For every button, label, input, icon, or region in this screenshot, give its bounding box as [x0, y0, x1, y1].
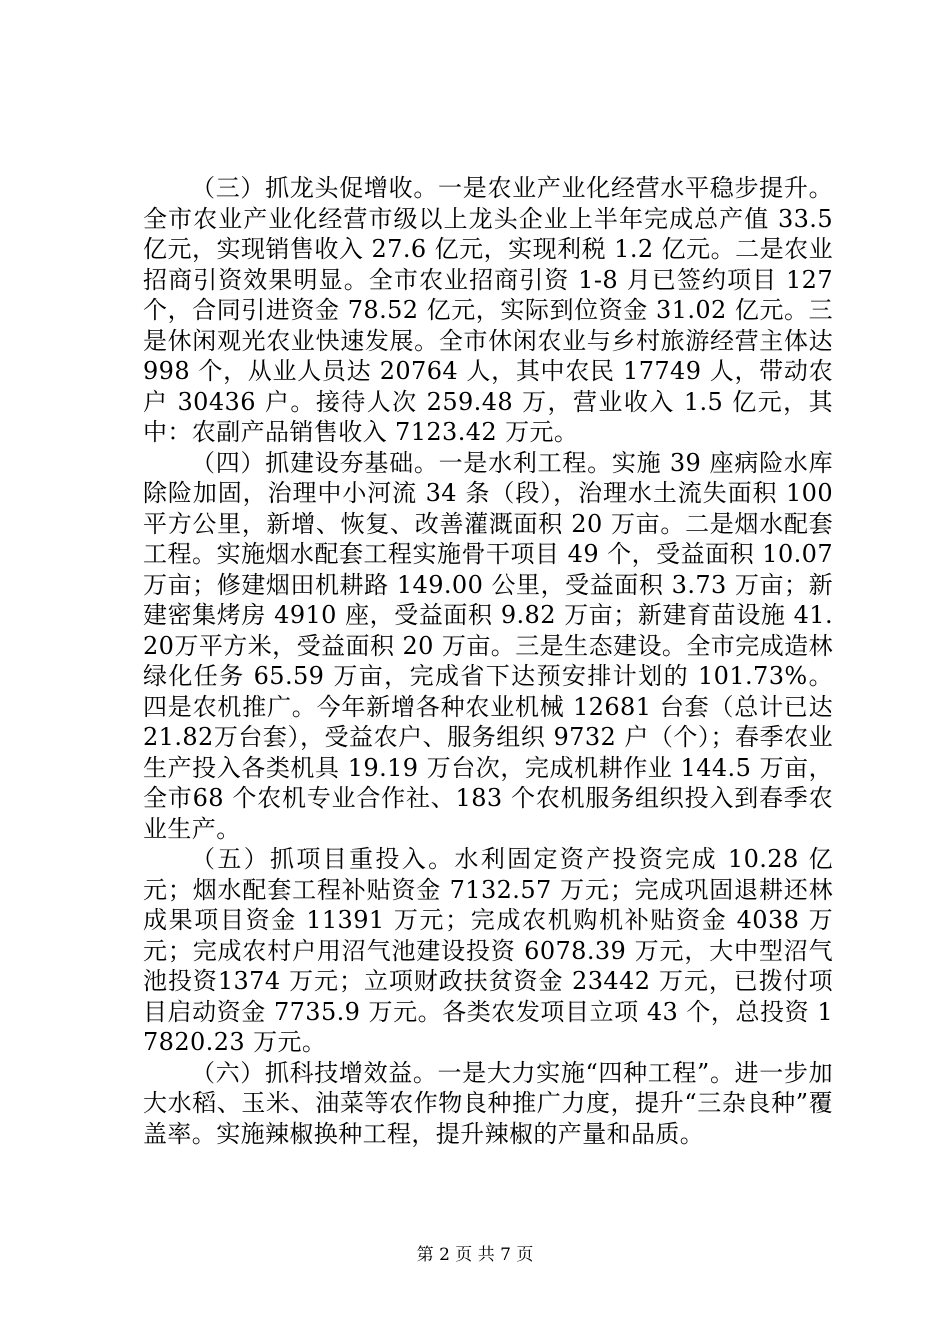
body-text [143, 173, 833, 1149]
paragraph-4-infrastructure: （四）抓建设夯基础。一是水利工程。实施 39 座病险水库除险加固，治理中小河流 34 条（段），治理水土流失面积 100平方公里，新增、恢复、改善灌溉面积 20 万亩。二是烟水配套工程。实施烟水配套工程实施骨干项目 49 个，受益面积 10.07万亩；修建烟田机耕路 149.00 公里，受益面积 3.73 万亩；新建密集烤房 4910 座，受益面积 9.82 万亩；新建育苗设施 41.20万平方米，受益面积 20 万亩。三是生态建设。全市完成造林绿化任务 65.59 万亩，完成省下达预安排计划的 101.73%。四是农机推广。今年新增各种农业机械 12681 台套（总计已达 21.82万台套），受益农户、服务组织 9732 户（个）；春季农业生产投入各类机具 19.19 万台次，完成机耕作业 144.5 万亩，全市68 个农机专业合作社、183 个农机服务组织投入到春季农业生产。 [143, 448, 833, 843]
page-footer: 第 2 页 共 7 页 [416, 1245, 534, 1265]
paragraph-3-leading-enterprises: （三）抓龙头促增收。一是农业产业化经营水平稳步提升。全市农业产业化经营市级以上龙头企业上半年完成总产值 33.5亿元，实现销售收入 27.6 亿元，实现利税 1.2 亿元。二是农业招商引资效果明显。全市农业招商引资 1-8 月已签约项目 127个，合同引进资金 78.52 亿元，实际到位资金 31.02 亿元。三是休闲观光农业快速发展。全市休闲农业与乡村旅游经营主体达 998 个，从业人员达 20764 人，其中农民 17749 人，带动农户 30436 户。接待人次 259.48 万，营业收入 1.5 亿元，其中：农副产品销售收入 7123.42 万元。 [143, 174, 833, 446]
paragraph-6-technology: （六）抓科技增效益。一是大力实施“四种工程”。进一步加大水稻、玉米、油菜等农作物良种推广力度，提升“三杂良种”覆盖率。实施辣椒换种工程，提升辣椒的产量和品质。 [143, 1058, 833, 1148]
paragraph-5-project-investment: （五）抓项目重投入。水利固定资产投资完成 10.28 亿元；烟水配套工程补贴资金 7132.57 万元；完成巩固退耕还林成果项目资金 11391 万元；完成农机购机补贴资金 4038 万元；完成农村户用沼气池建设投资 6078.39 万元，大中型沼气池投资1374 万元；立项财政扶贫资金 23442 万元，已拨付项目启动资金 7735.9 万元。各类农发项目立项 43 个，总投资 17820.23 万元。 [143, 845, 833, 1056]
